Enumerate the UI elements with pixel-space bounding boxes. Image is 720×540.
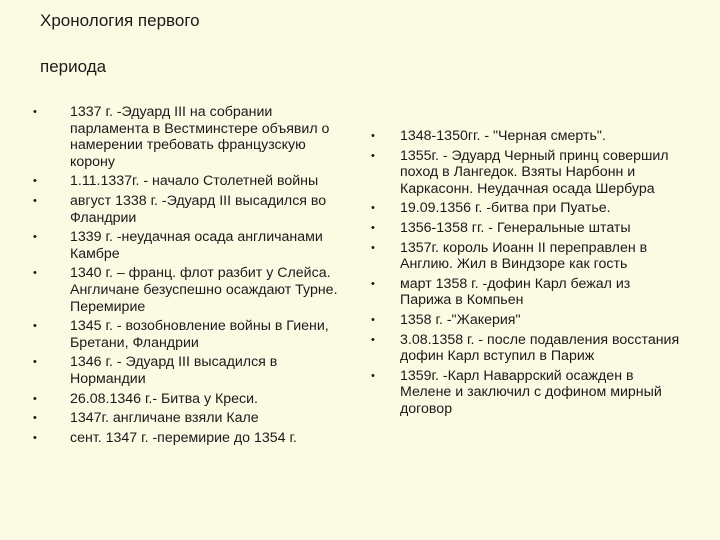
- list-item-text: 1340 г. – франц. флот разбит у Слейса. Англичане безуспешно осаждают Турне. Перемирие: [70, 265, 338, 315]
- left-bullet-list: [33, 104, 345, 449]
- list-item-text: 1346 г. - Эдуард III высадился в Нормандии: [70, 354, 278, 387]
- list-item: [33, 104, 345, 170]
- list-item: [371, 367, 685, 418]
- slide-title: [40, 10, 340, 78]
- list-item-text: 19.09.1356 г. -битва при Пуатье.: [400, 200, 611, 217]
- list-item-text: 3.08.1358 г. - после подавления восстания дофин Карл вступил в Париж: [400, 331, 680, 365]
- list-item: [33, 318, 345, 351]
- list-item-text: март 1358 г. -дофин Карл бежал из Парижа в Компьен: [400, 275, 631, 309]
- list-item: [371, 128, 685, 145]
- list-item-text: 1357г. король Иоанн II переправлен в Англию. Жил в Виндзоре как гость: [400, 239, 648, 273]
- list-item-text: 1348-1350гг. - "Черная смерть".: [400, 128, 606, 144]
- list-item: [371, 311, 685, 329]
- bullet-icon: •: [33, 194, 37, 207]
- list-item-text: сент. 1347 г. -перемирие до 1354 г.: [70, 429, 297, 446]
- bullet-icon: •: [371, 130, 375, 142]
- list-item: [33, 429, 345, 447]
- bullet-icon: •: [33, 431, 37, 444]
- right-bullet-list: [371, 128, 685, 421]
- list-item: [33, 229, 345, 262]
- bullet-icon: •: [33, 320, 37, 333]
- bullet-icon: •: [33, 175, 37, 188]
- bullet-icon: •: [371, 241, 375, 254]
- bullet-icon: •: [33, 106, 37, 118]
- bullet-icon: •: [33, 392, 37, 405]
- bullet-icon: •: [371, 313, 375, 326]
- list-item: [371, 147, 685, 198]
- list-item-text: 1339 г. -неудачная осада англичанами Камбре: [70, 229, 323, 262]
- list-item-text: 1345 г. - возобновление войны в Гиени, Бретани, Фландрии: [70, 318, 329, 351]
- list-item-text: 1347г. англичане взяли Кале: [70, 410, 259, 427]
- title-line-2: периода: [40, 57, 107, 76]
- bullet-icon: •: [33, 267, 37, 280]
- list-item: [371, 200, 685, 217]
- list-item: [371, 275, 685, 309]
- bullet-icon: •: [371, 221, 375, 234]
- title-line-1: Хронология первого: [40, 11, 200, 30]
- list-item-text: 1.11.1337г. - начало Столетней войны: [70, 173, 319, 190]
- list-item-text: 1355г. - Эдуард Черный принц совершил поход в Лангедок. Взяты Нарбонн и Каркасонн. Неудачная осада Шербура: [400, 147, 669, 197]
- list-item-text: 1337 г. -Эдуард III на собрании парламента в Вестминстере объявил о намерении требовать французскую корону: [70, 104, 330, 170]
- list-item: [371, 239, 685, 273]
- list-item: [371, 219, 685, 237]
- bullet-icon: •: [371, 333, 375, 346]
- list-item: [33, 410, 345, 427]
- list-item-text: 1359г. -Карл Наваррский осажден в Мелене и заключил с дофином мирный договор: [400, 367, 662, 417]
- list-item: [33, 390, 345, 408]
- bullet-icon: •: [371, 369, 375, 382]
- list-item: [33, 265, 345, 315]
- list-item: [371, 331, 685, 365]
- list-item-text: 26.08.1346 г.- Битва у Креси.: [70, 390, 258, 407]
- bullet-icon: •: [371, 277, 375, 290]
- list-item: [33, 192, 345, 226]
- bullet-icon: •: [33, 412, 37, 425]
- bullet-icon: •: [33, 356, 37, 369]
- list-item: [33, 354, 345, 387]
- list-item: [33, 173, 345, 190]
- list-item-text: 1358 г. -"Жакерия": [400, 311, 521, 328]
- bullet-icon: •: [371, 202, 375, 215]
- list-item-text: 1356-1358 гг. - Генеральные штаты: [400, 219, 631, 236]
- bullet-icon: •: [371, 149, 375, 162]
- list-item-text: август 1338 г. -Эдуард III высадился во Фландрии: [70, 192, 327, 226]
- bullet-icon: •: [33, 231, 37, 244]
